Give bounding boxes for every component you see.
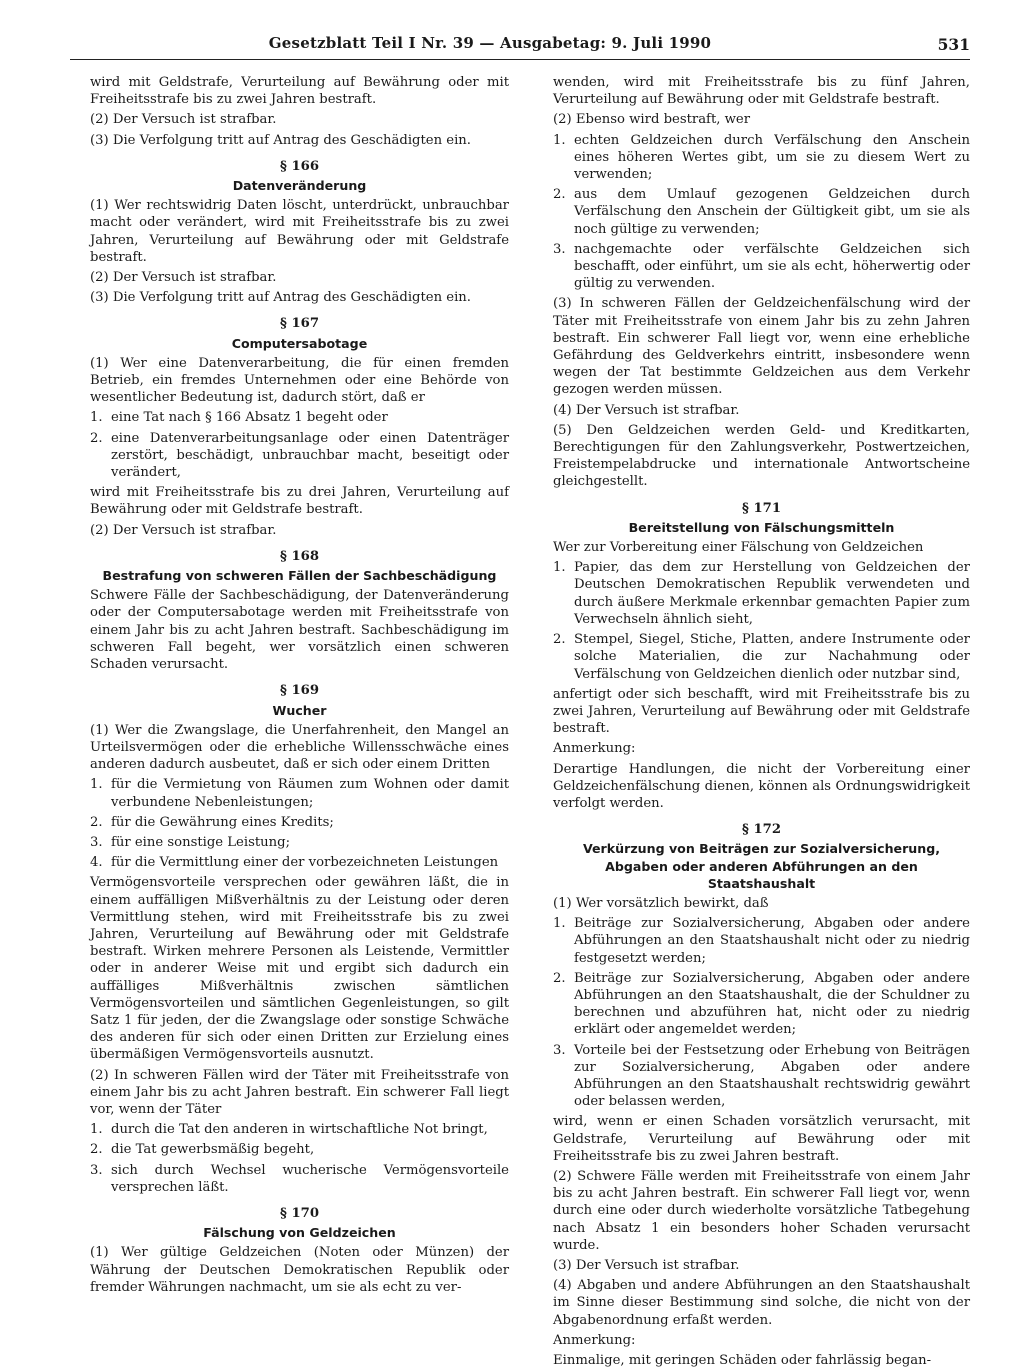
list-item bbox=[90, 814, 509, 831]
paragraph: Wer zur Vorbereitung einer Fälschung von Geldzeichen bbox=[553, 540, 924, 556]
left-column bbox=[90, 74, 509, 1299]
section-number: § 172 bbox=[741, 822, 781, 838]
list-number: 2. bbox=[90, 814, 103, 830]
numbered-list bbox=[553, 559, 970, 682]
numbered-list bbox=[90, 409, 509, 481]
paragraph: (2) Der Versuch ist strafbar. bbox=[90, 522, 277, 538]
section-number: § 168 bbox=[279, 548, 319, 564]
list-number: 1. bbox=[90, 777, 103, 793]
paragraph: (3) Die Verfolgung tritt auf Antrag des Geschädigten ein. bbox=[90, 290, 471, 306]
list-number: 3. bbox=[553, 241, 566, 257]
paragraph: Schwere Fälle der Sachbeschädigung, der Datenveränderung oder der Computersabotage werden mit Freiheitsstrafe von einem Jahr bis zu acht Jahren bestraft. Sachbeschädigung im schweren Fall begeht, wer vorsätzlich einen schweren Schaden verursacht. bbox=[90, 588, 509, 673]
paragraph: (3) Die Verfolgung tritt auf Antrag des Geschädigten ein. bbox=[90, 132, 471, 148]
list-item bbox=[553, 186, 970, 238]
paragraph: wenden, wird mit Freiheitsstrafe bis zu fünf Jahren, Verurteilung auf Bewährung oder mit Geldstrafe bestraft. bbox=[553, 75, 970, 108]
right-column bbox=[553, 74, 970, 1372]
list-number: 2. bbox=[90, 430, 103, 446]
paragraph: wird mit Freiheitsstrafe bis zu drei Jahren, Verurteilung auf Bewährung oder mit Geldstrafe bestraft. bbox=[90, 485, 509, 518]
list-item bbox=[90, 430, 509, 482]
list-item bbox=[90, 854, 509, 871]
list-text: Beiträge zur Sozialversicherung, Abgaben oder andere Abführungen an den Staatshaushalt nicht oder zu niedrig festgesetzt werden; bbox=[574, 916, 970, 966]
paragraph: (3) In schweren Fällen der Geldzeichenfälschung wird der Täter mit Freiheitsstrafe von einem Jahr bis zu zehn Jahren bestraft. Ein schwerer Fall liegt vor, wenn eine erhebliche Gefährdung des Geldverkehrs eintritt, insbesondere wenn wegen der Tat bestimmte Geldzeichen aus dem Verkehr gezogen werden müssen. bbox=[553, 296, 970, 398]
list-item bbox=[553, 241, 970, 293]
list-item bbox=[90, 409, 509, 426]
list-number: 2. bbox=[553, 632, 566, 648]
page-header bbox=[70, 33, 970, 60]
list-text: Beiträge zur Sozialversicherung, Abgaben oder andere Abführungen an den Staatshaushalt, die der Schuldner zu berechnen und abzuführen hat, nicht oder zu niedrig erklärt oder angemeldet werden; bbox=[574, 970, 970, 1038]
list-text: Stempel, Siegel, Stiche, Platten, andere Instrumente oder solche Materialien, die zur Nachahmung oder Verfälschung von Geldzeichen dienlich oder nutzbar sind, bbox=[574, 632, 970, 682]
list-text: aus dem Umlauf gezogenen Geldzeichen durch Verfälschung den Anschein der Gültigkeit gibt, um sie als noch gültige zu verwenden; bbox=[574, 187, 970, 237]
list-item bbox=[90, 1162, 509, 1196]
note-text: Einmalige, mit geringen Schäden oder fahrlässig began- bbox=[553, 1353, 932, 1369]
list-number: 2. bbox=[553, 970, 566, 986]
list-number: 1. bbox=[553, 916, 566, 932]
paragraph: (2) Der Versuch ist strafbar. bbox=[90, 112, 277, 128]
paragraph: (4) Abgaben und andere Abführungen an den Staatshaushalt im Sinne dieser Bestimmung sind solche, die nicht von der Abgabenordnung erfaßt werden. bbox=[553, 1278, 970, 1328]
list-text: die Tat gewerbsmäßig begeht, bbox=[111, 1142, 315, 1158]
paragraph: (4) Der Versuch ist strafbar. bbox=[553, 402, 740, 418]
section-title: Bestrafung von schweren Fällen der Sachbeschädigung bbox=[102, 568, 497, 584]
paragraph: wird mit Geldstrafe, Verurteilung auf Bewährung oder mit Freiheitsstrafe bis zu zwei Jahren bestraft. bbox=[90, 75, 509, 108]
list-text: nachgemachte oder verfälschte Geldzeichen sich beschafft, oder einführt, um sie als echt, höherwertig oder gültig zu verwenden. bbox=[574, 241, 970, 292]
list-item bbox=[553, 1042, 970, 1111]
list-item bbox=[553, 631, 970, 683]
list-number: 1. bbox=[553, 132, 566, 148]
paragraph: Vermögensvorteile versprechen oder gewähren läßt, die in einem auffälligen Mißverhältnis zu der Leistung oder deren Vermittlung stehen, wird mit Freiheitsstrafe bis zu zwei Jahren, Verurteilung auf Bewährung oder mit Geldstrafe bestraft. Wirken mehrere Personen als Leistende, Vermittler oder in anderer Weise mit und ergibt sich dadurch ein auffälliges Mißverhältnis zwischen sämtlichen Vermögensvorteilen und sämtlichen Gegenleistungen, so gilt Satz 1 für jeden, der die Zwangslage oder sonstige Schwäche des anderen für sich oder einen Dritten zur Erzielung eines übermäßigen Vermögensvorteils ausnutzt. bbox=[90, 875, 509, 1063]
list-text: echten Geldzeichen durch Verfälschung den Anschein eines höheren Wertes gibt, um sie zu diesem Wert zu verwenden; bbox=[574, 132, 970, 183]
paragraph: anfertigt oder sich beschafft, wird mit Freiheitsstrafe bis zu zwei Jahren, Verurteilung auf Bewährung oder mit Geldstrafe bestraft. bbox=[553, 686, 970, 737]
list-item bbox=[553, 970, 970, 1039]
list-number: 2. bbox=[553, 187, 566, 203]
list-text: für die Vermietung von Räumen zum Wohnen oder damit verbundene Nebenleistungen; bbox=[111, 777, 509, 810]
paragraph: (1) Wer eine Datenverarbeitung, die für einen fremden Betrieb, ein fremdes Unternehmen oder eine Behörde von wesentlicher Bedeutung ist, dadurch stört, daß er bbox=[90, 355, 509, 406]
list-text: eine Tat nach § 166 Absatz 1 begeht oder bbox=[111, 410, 388, 426]
list-text: für die Gewährung eines Kredits; bbox=[111, 814, 334, 830]
list-item bbox=[90, 834, 509, 851]
note-text: Derartige Handlungen, die nicht der Vorbereitung einer Geldzeichenfälschung dienen, können als Ordnungswidrigkeit verfolgt werden. bbox=[553, 761, 970, 811]
list-number: 1. bbox=[90, 410, 103, 426]
paragraph: (1) Wer vorsätzlich bewirkt, daß bbox=[553, 895, 769, 911]
list-number: 4. bbox=[90, 855, 103, 871]
paragraph: (1) Wer rechtswidrig Daten löscht, unterdrückt, unbrauchbar macht oder verändert, wird mit Freiheitsstrafe bis zu zwei Jahren, Verurteilung auf Bewährung oder mit Geldstrafe bestraft. bbox=[90, 198, 509, 265]
numbered-list bbox=[90, 1121, 509, 1196]
section-number: § 166 bbox=[279, 158, 319, 174]
paragraph: (2) Ebenso wird bestraft, wer bbox=[553, 112, 751, 128]
section-number: § 171 bbox=[741, 500, 781, 516]
section-title: Wucher bbox=[272, 702, 327, 718]
paragraph: (2) Der Versuch ist strafbar. bbox=[90, 270, 277, 286]
list-item bbox=[90, 776, 509, 810]
list-text: Vorteile bei der Festsetzung oder Erhebung von Beiträgen zur Sozialversicherung, Abgaben oder andere Abführungen an den Staatshaushalt rechtswidrig gewährt oder belassen werden, bbox=[574, 1042, 970, 1110]
list-text: durch die Tat den anderen in wirtschaftliche Not bringt, bbox=[111, 1122, 488, 1138]
list-item bbox=[90, 1141, 509, 1158]
list-text: Papier, das dem zur Herstellung von Geldzeichen der Deutschen Demokratischen Republik verwendeten und durch äußere Merkmale erkennbar gemachten Papier zum Verwechseln ähnlich sieht, bbox=[574, 560, 970, 627]
section-number: § 169 bbox=[279, 683, 319, 699]
list-item bbox=[553, 132, 970, 184]
list-item bbox=[553, 915, 970, 967]
list-text: für eine sonstige Leistung; bbox=[111, 834, 291, 850]
paragraph: wird, wenn er einen Schaden vorsätzlich verursacht, mit Geldstrafe, Verurteilung auf Bewährung oder mit Freiheitsstrafe bis zu zwei Jahren bestraft. bbox=[553, 1114, 970, 1164]
paragraph: (2) In schweren Fällen wird der Täter mit Freiheitsstrafe von einem Jahr bis zu acht Jahren bestraft. Ein schwerer Fall liegt vor, wenn der Täter bbox=[90, 1067, 509, 1117]
section-title: Computersabotage bbox=[231, 335, 368, 351]
section-title: Verkürzung von Beiträgen zur Sozialversicherung, Abgaben oder anderen Abführungen an den Staatshaushalt bbox=[582, 841, 941, 891]
list-number: 1. bbox=[553, 560, 566, 576]
note-label: Anmerkung: bbox=[553, 741, 636, 757]
section-title: Fälschung von Geldzeichen bbox=[203, 1225, 396, 1241]
list-text: sich durch Wechsel wucherische Vermögensvorteile versprechen läßt. bbox=[111, 1162, 509, 1195]
list-item bbox=[553, 559, 970, 628]
numbered-list bbox=[553, 132, 970, 293]
list-text: eine Datenverarbeitungsanlage oder einen Datenträger zerstört, beschädigt, unbrauchbar macht, beseitigt oder verändert, bbox=[111, 430, 509, 481]
list-text: für die Vermittlung einer der vorbezeichneten Leistungen bbox=[111, 855, 499, 871]
section-number: § 167 bbox=[279, 316, 319, 332]
numbered-list bbox=[90, 776, 509, 871]
section-number: § 170 bbox=[279, 1205, 319, 1221]
list-number: 3. bbox=[90, 834, 103, 850]
paragraph: (2) Schwere Fälle werden mit Freiheitsstrafe von einem Jahr bis zu acht Jahren bestraft. Ein schwerer Fall liegt vor, wenn durch eine oder durch wiederholte vorsätzliche Tatbegehung nach Absatz 1 ein besonders hoher Schaden verursacht wurde. bbox=[553, 1168, 970, 1253]
list-item bbox=[90, 1121, 509, 1138]
paragraph: (5) Den Geldzeichen werden Geld- und Kreditkarten, Berechtigungen für den Zahlungsverkehr, Postwertzeichen, Freistempelabdrucke und internationale Antwortscheine gleichgestellt. bbox=[553, 422, 970, 490]
numbered-list bbox=[553, 915, 970, 1110]
page-number: 531 bbox=[937, 35, 970, 54]
list-number: 3. bbox=[90, 1162, 103, 1178]
gazette-title: Gesetzblatt Teil I Nr. 39 — Ausgabetag: 9. Juli 1990 bbox=[268, 34, 712, 52]
paragraph: (3) Der Versuch ist strafbar. bbox=[553, 1258, 740, 1273]
section-title: Datenveränderung bbox=[232, 178, 367, 194]
list-number: 2. bbox=[90, 1142, 103, 1158]
list-number: 1. bbox=[90, 1122, 103, 1138]
paragraph: (1) Wer die Zwangslage, die Unerfahrenheit, den Mangel an Urteilsvermögen oder die erhebliche Willensschwäche eines anderen dadurch ausbeutet, daß er sich oder einem Dritten bbox=[90, 722, 509, 773]
note-label: Anmerkung: bbox=[553, 1332, 636, 1348]
paragraph: (1) Wer gültige Geldzeichen (Noten oder Münzen) der Währung der Deutschen Demokratischen Republik oder fremder Währungen nachmacht, um sie als echt zu ver- bbox=[90, 1245, 509, 1295]
list-number: 3. bbox=[553, 1042, 566, 1058]
section-title: Bereitstellung von Fälschungsmitteln bbox=[628, 519, 895, 535]
